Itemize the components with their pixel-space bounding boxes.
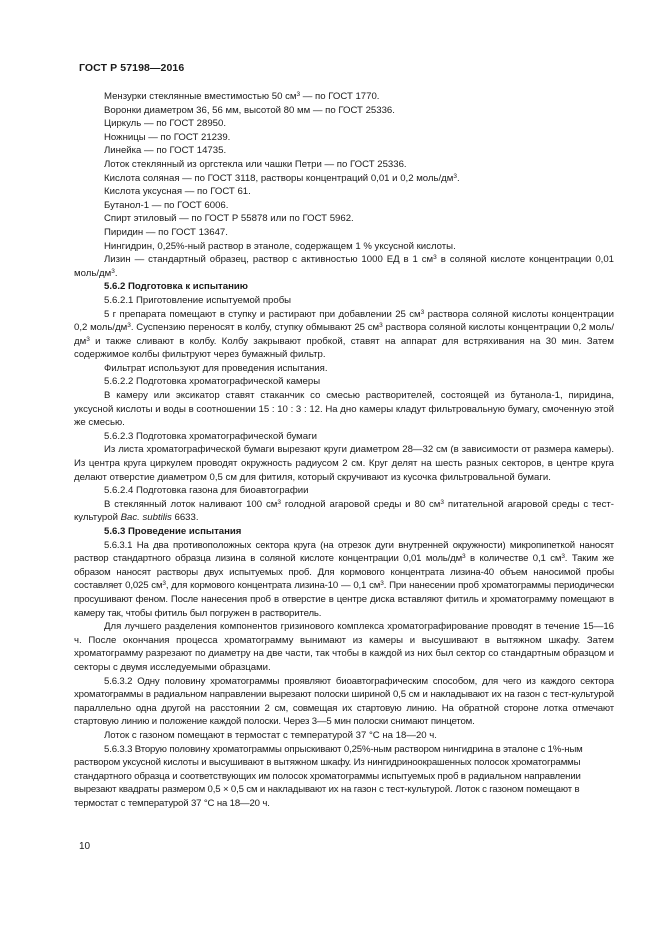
text-segment: В стеклянный лоток наливают 100 $см^3$ голодной агаровой среды и 80 $см^3$ питательной агаровой среды с тест-культурой — [74, 498, 614, 524]
list-item: Бутанол-1 — по ГОСТ 6006. — [104, 199, 229, 211]
subsection-title-5-6-2-2: 5.6.2.2 Подготовка хроматографической камеры — [104, 376, 321, 388]
list-item: Воронки диаметром 36, 56 мм, высотой 80 мм — по ГОСТ 25336. — [104, 104, 395, 116]
section-heading-5-6-2: 5.6.2 Подготовка к испытанию — [104, 281, 248, 293]
paragraph: Фильтрат используют для проведения испытания. — [104, 362, 328, 374]
list-item: Ножницы — по ГОСТ 21239. — [104, 131, 231, 143]
page-number: 10 — [79, 841, 91, 852]
section-heading-5-6-3: 5.6.3 Проведение испытания — [104, 526, 242, 537]
paragraph — [74, 498, 614, 525]
lizin-paragraph: Лизин — стандартный образец, раствор с активностью 1000 ЕД в 1 $см^3$ в соляной кислоте концентрации 0,01 моль/$дм^3$. — [74, 254, 614, 279]
list-item: Циркуль — по ГОСТ 28950. — [104, 118, 226, 130]
document-code-header: ГОСТ Р 57198—2016 — [79, 62, 185, 74]
paragraph: В камеру или эксикатор ставят стаканчик со смесью растворителей, состоящей из бутанола-1, пиридина, уксусной кислоты и воды в соотношении 15 : 10 : 3 : 12. На дно камеры кладут фильтровальную бумагу, смоченную этой же смесью. — [74, 390, 614, 429]
document-body — [74, 90, 615, 810]
equipment-list — [89, 90, 614, 253]
list-item: Линейка — по ГОСТ 14735. — [104, 145, 227, 157]
list-item: Кислота уксусная — по ГОСТ 61. — [104, 186, 251, 198]
list-item: Мензурки стеклянные вместимостью 50 $см^3$ — по ГОСТ 1770. — [104, 91, 380, 102]
paragraph: 5.6.3.3 Вторую половину хроматограммы опрыскивают 0,25%-ным раствором нингидрина в эталоне с 1%-ным раствором уксусной кислоты и высушивают в вытяжном шкафу. Из нингидриноокрашенных полосок хроматограммы стандартного образца и соответствующих им полосок хроматограммы испытуемых проб в радиальном направлении вырезают квадраты размером 0,5 × 0,5 см и накладывают их на газон с тест-культурой. Лоток с газоном помещают в термостат с температурой 37 °С на 18—20 ч. — [74, 743, 583, 809]
paragraph: 5.6.3.2 Одну половину хроматограммы проявляют биоавтографическим способом, для чего из каждого сектора хроматограммы в радиальном направлении вырезают полоски шириной 0,5 см и накладывают их на газон с тест-культурой параллельно одна другой на расстоянии 2 см, совмещая их стартовую линию. На обратной стороне лотка отмечают стартовую линию и положение каждой полоски. Через 3—5 мин полоски снимают пинцетом. — [74, 675, 614, 728]
list-item: Спирт этиловый — по ГОСТ Р 55878 или по ГОСТ 5962. — [104, 213, 354, 225]
paragraph: Для лучшего разделения компонентов гризинового комплекса хроматографирование проводят в течение 15—16 ч. После окончания процесса хроматограмму вынимают из камеры и высушивают в вытяжном шкафу. Затем хроматограмму разрезают по диаметру на две части, так чтобы в каждой из них был сектор со стандартным образцом и секторы с двумя исследуемыми образцами. — [74, 621, 614, 673]
list-item: Нингидрин, 0,25%-ный раствор в этаноле, содержащем 1 % уксусной кислоты. — [104, 240, 456, 252]
subsection-title-5-6-2-4: 5.6.2.4 Подготовка газона для биоавтографии — [104, 485, 309, 497]
paragraph: Лоток с газоном помещают в термостат с температурой 37 °С на 18—20 ч. — [104, 729, 437, 741]
list-item: Лоток стеклянный из оргстекла или чашки Петри — по ГОСТ 25336. — [104, 158, 407, 170]
text-segment: 6633. — [171, 512, 199, 524]
paragraph: 5 г препарата помещают в ступку и растирают при добавлении 25 $см^3$ раствора соляной кислоты концентрации 0,2 моль/$дм^3$. Суспензию переносят в колбу, ступку обмывают 25 $см^3$ раствора соляной кислоты концентрации 0,2 моль/$дм^3$ и также сливают в колбу. Колбу закрывают пробкой, ставят на аппарат для встряхивания на 30 мин. Затем содержимое колбы фильтруют через бумажный фильтр. — [74, 308, 614, 361]
italic-species-name: Bac. subtilis — [120, 512, 172, 524]
paragraph: Из листа хроматографической бумаги вырезают круги диаметром 28—32 см (в зависимости от размера камеры). Из центра круга циркулем проводят окружность радиусом 2 см. Круг делят на шесть разных секторов, в центре круга делают отверстие диаметром 0,5 см для фитиля, который скручивают из кусочка фильтровальной бумаги. — [74, 444, 614, 483]
list-item: Кислота соляная — по ГОСТ 3118, растворы концентраций 0,01 и 0,2 моль/$дм^3$. — [104, 172, 460, 184]
list-item: Пиридин — по ГОСТ 13647. — [104, 226, 228, 238]
subsection-title-5-6-2-3: 5.6.2.3 Подготовка хроматографической бумаги — [104, 430, 317, 442]
paragraph: 5.6.3.1 На два противоположных сектора круга (на отрезок дуги внутренней окружности) микропипеткой наносят раствор стандартного образца лизина в соляной кислоте концентрации 0,01 моль/$дм^3$ в количестве 0,1 $см^3$. Таким же образом наносят растворы двух испытуемых проб. Для кормового концентрата лизина-40 объем наносимой пробы составляет 0,025 $см^3$, для кормового концентрата лизина-10 — 0,1 $см^3$. При нанесении проб хроматограммы периодически просушивают феном. После нанесения проб в отверстие в центре диска вставляют фитиль и хроматограмму помещают в камеру так, чтобы фитиль был погружен в растворитель. — [74, 539, 615, 619]
subsection-title-5-6-2-1: 5.6.2.1 Приготовление испытуемой пробы — [104, 294, 292, 306]
